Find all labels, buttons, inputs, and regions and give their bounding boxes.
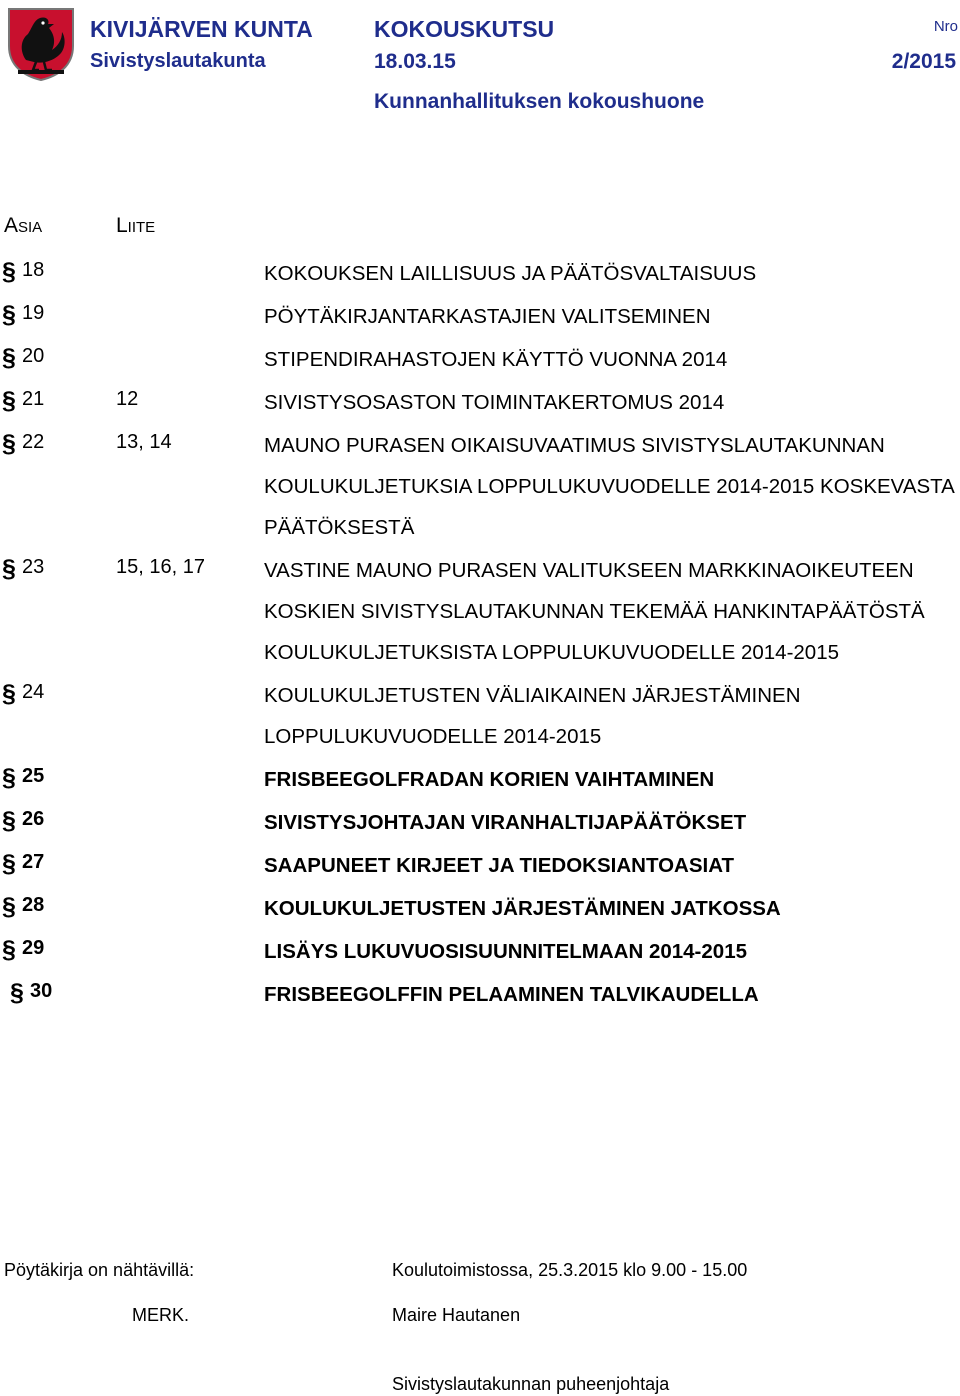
document-type: KOKOUSKUTSU (374, 16, 555, 42)
agenda-item-title: FRISBEEGOLFRADAN KORIEN VAIHTAMINEN (264, 768, 715, 791)
agenda-list (0, 256, 960, 1020)
agenda-item (0, 845, 960, 886)
section-symbol: § (2, 387, 16, 415)
agenda-item-title: KOULUKULJETUSTEN VÄLIAIKAINEN JÄRJESTÄMINEN LOPPULUKUVUODELLE 2014-2015 (264, 684, 801, 748)
agenda-item (0, 425, 960, 548)
number-label: Nro (933, 18, 958, 35)
agenda-item-number: 20 (22, 345, 45, 367)
agenda-item-title: PÖYTÄKIRJANTARKASTAJIEN VALITSEMINEN (264, 305, 711, 328)
board-name: Sivistyslautakunta (90, 50, 266, 72)
agenda-item-number: 19 (22, 302, 45, 324)
agenda-item (0, 675, 960, 757)
agenda-item-title: SIVISTYSJOHTAJAN VIRANHALTIJAPÄÄTÖKSET (264, 811, 747, 834)
agenda-item-title: KOKOUKSEN LAILLISUUS JA PÄÄTÖSVALTAISUUS (264, 262, 757, 285)
agenda-item (0, 296, 960, 337)
agenda-item-number: 21 (22, 388, 45, 410)
availability-label: Pöytäkirja on nähtävillä: (4, 1260, 195, 1280)
availability-place: Koulutoimistossa, 25.3.2015 klo 9.00 - 15.00 (392, 1260, 748, 1280)
agenda-item-title: STIPENDIRAHASTOJEN KÄYTTÖ VUONNA 2014 (264, 348, 728, 371)
section-symbol: § (2, 680, 16, 708)
agenda-item-number: 27 (22, 851, 45, 873)
municipal-crest-icon (6, 6, 76, 82)
agenda-item (0, 802, 960, 843)
agenda-item-number: 25 (22, 765, 45, 787)
section-symbol: § (2, 893, 16, 921)
agenda-item (0, 888, 960, 929)
column-heading-liite: Liite (116, 214, 156, 237)
agenda-item-number: 26 (22, 808, 45, 830)
agenda-item-title: MAUNO PURASEN OIKAISUVAATIMUS SIVISTYSLAUTAKUNNAN KOULUKULJETUKSIA LOPPULUKUVUODELLE 2014-2015 KOSKEVASTA PÄÄTÖKSESTÄ (264, 434, 954, 539)
section-symbol: § (2, 850, 16, 878)
agenda-item (0, 759, 960, 800)
agenda-item (0, 974, 960, 1015)
section-symbol: § (10, 979, 24, 1007)
section-symbol: § (2, 430, 16, 458)
agenda-item-number: 24 (22, 681, 45, 703)
agenda-item-title: SAAPUNEET KIRJEET JA TIEDOKSIANTOASIAT (264, 854, 735, 877)
agenda-item-attachment: 12 (116, 388, 139, 410)
agenda-item-title: FRISBEEGOLFFIN PELAAMINEN TALVIKAUDELLA (264, 983, 759, 1006)
agenda-item-number: 29 (22, 937, 45, 959)
organization-name: KIVIJÄRVEN KUNTA (90, 16, 313, 42)
agenda-item-title: KOULUKULJETUSTEN JÄRJESTÄMINEN JATKOSSA (264, 897, 781, 920)
section-symbol: § (2, 344, 16, 372)
agenda-item-number: 23 (22, 556, 45, 578)
agenda-item-attachment: 15, 16, 17 (116, 556, 205, 578)
section-symbol: § (2, 807, 16, 835)
agenda-item-title: LISÄYS LUKUVUOSISUUNNITELMAAN 2014-2015 (264, 940, 747, 963)
section-symbol: § (2, 555, 16, 583)
agenda-item-title: SIVISTYSOSASTON TOIMINTAKERTOMUS 2014 (264, 391, 725, 414)
agenda-item-title: VASTINE MAUNO PURASEN VALITUKSEEN MARKKINAOIKEUTEEN KOSKIEN SIVISTYSLAUTAKUNNAN TEKEMÄÄ HANKINTAPÄÄTÖSTÄ KOULUKULJETUKSISTA LOPPULUKUVUODELLE 2014-2015 (264, 559, 925, 664)
agenda-item-number: 28 (22, 894, 45, 916)
meeting-location: Kunnanhallituksen kokoushuone (374, 90, 705, 113)
merk-label: MERK. (132, 1305, 190, 1325)
section-symbol: § (2, 936, 16, 964)
agenda-item-number: 18 (22, 259, 45, 281)
agenda-item (0, 931, 960, 972)
signer-role: Sivistyslautakunnan puheenjohtaja (392, 1374, 670, 1394)
document-number: 2/2015 (891, 50, 956, 73)
column-heading-asia: Asia (4, 214, 43, 237)
agenda-item-number: 30 (30, 980, 53, 1002)
agenda-item-attachment: 13, 14 (116, 431, 172, 453)
agenda-item (0, 253, 960, 294)
agenda-item-number: 22 (22, 431, 45, 453)
section-symbol: § (2, 301, 16, 329)
section-symbol: § (2, 258, 16, 286)
meeting-date: 18.03.15 (374, 50, 456, 73)
agenda-item (0, 382, 960, 423)
section-symbol: § (2, 764, 16, 792)
agenda-item (0, 339, 960, 380)
signer-name: Maire Hautanen (392, 1305, 521, 1325)
agenda-item (0, 550, 960, 673)
